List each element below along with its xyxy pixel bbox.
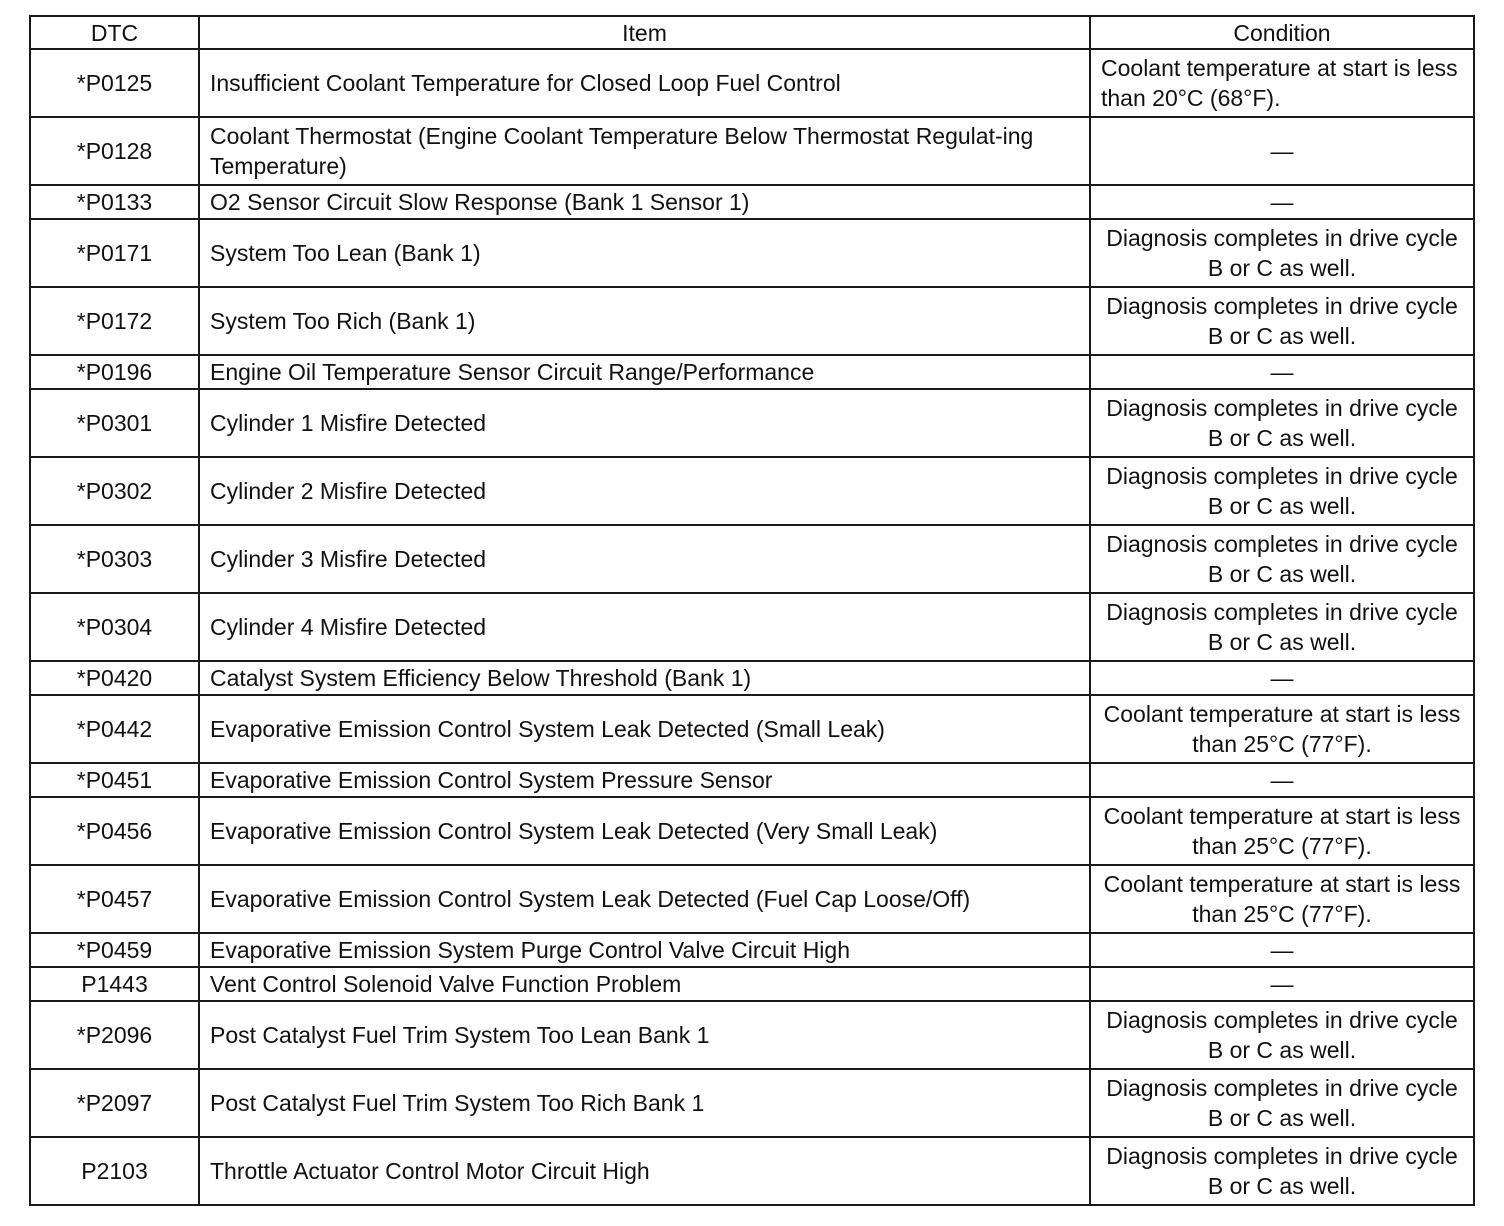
item-description-cell: Cylinder 1 Misfire Detected bbox=[199, 389, 1090, 457]
item-description-cell: Post Catalyst Fuel Trim System Too Rich Bank 1 bbox=[199, 1069, 1090, 1137]
item-description-cell: Vent Control Solenoid Valve Function Problem bbox=[199, 967, 1090, 1001]
dtc-code-cell: *P2096 bbox=[30, 1001, 199, 1069]
dtc-code-cell: *P0128 bbox=[30, 117, 199, 185]
dtc-code-cell: *P0442 bbox=[30, 695, 199, 763]
item-description-cell: Cylinder 3 Misfire Detected bbox=[199, 525, 1090, 593]
item-description-cell: Catalyst System Efficiency Below Threshold (Bank 1) bbox=[199, 661, 1090, 695]
dtc-code-cell: *P0302 bbox=[30, 457, 199, 525]
dtc-code-cell: *P0303 bbox=[30, 525, 199, 593]
item-description-cell: Evaporative Emission Control System Pressure Sensor bbox=[199, 763, 1090, 797]
condition-cell: Diagnosis completes in drive cycle B or C as well. bbox=[1090, 593, 1474, 661]
condition-cell: Diagnosis completes in drive cycle B or C as well. bbox=[1090, 1001, 1474, 1069]
item-description-cell: Evaporative Emission Control System Leak Detected (Small Leak) bbox=[199, 695, 1090, 763]
table-body bbox=[30, 49, 1474, 1205]
condition-cell: Diagnosis completes in drive cycle B or C as well. bbox=[1090, 1069, 1474, 1137]
condition-cell: Diagnosis completes in drive cycle B or C as well. bbox=[1090, 389, 1474, 457]
condition-cell: — bbox=[1090, 355, 1474, 389]
item-description-cell: Evaporative Emission Control System Leak Detected (Fuel Cap Loose/Off) bbox=[199, 865, 1090, 933]
dtc-code-cell: P2103 bbox=[30, 1137, 199, 1205]
table-row bbox=[30, 389, 1474, 457]
table-row bbox=[30, 219, 1474, 287]
table-row bbox=[30, 933, 1474, 967]
dtc-code-cell: *P0133 bbox=[30, 185, 199, 219]
condition-cell: — bbox=[1090, 933, 1474, 967]
condition-cell: Diagnosis completes in drive cycle B or C as well. bbox=[1090, 287, 1474, 355]
condition-cell: Diagnosis completes in drive cycle B or C as well. bbox=[1090, 219, 1474, 287]
condition-cell: — bbox=[1090, 763, 1474, 797]
dtc-code-cell: *P0301 bbox=[30, 389, 199, 457]
dtc-code-cell: *P0456 bbox=[30, 797, 199, 865]
item-description-cell: Cylinder 2 Misfire Detected bbox=[199, 457, 1090, 525]
table-row bbox=[30, 695, 1474, 763]
condition-cell: Diagnosis completes in drive cycle B or C as well. bbox=[1090, 457, 1474, 525]
condition-cell: Diagnosis completes in drive cycle B or C as well. bbox=[1090, 1137, 1474, 1205]
table-row bbox=[30, 525, 1474, 593]
condition-cell: Coolant temperature at start is less than 20°C (68°F). bbox=[1090, 49, 1474, 117]
dtc-code-cell: P1443 bbox=[30, 967, 199, 1001]
table-row bbox=[30, 1137, 1474, 1205]
table-row bbox=[30, 185, 1474, 219]
item-description-cell: Evaporative Emission Control System Leak Detected (Very Small Leak) bbox=[199, 797, 1090, 865]
item-description-cell: Post Catalyst Fuel Trim System Too Lean Bank 1 bbox=[199, 1001, 1090, 1069]
table-row bbox=[30, 661, 1474, 695]
table-row bbox=[30, 355, 1474, 389]
item-description-cell: Evaporative Emission System Purge Control Valve Circuit High bbox=[199, 933, 1090, 967]
table-row bbox=[30, 287, 1474, 355]
table-row bbox=[30, 763, 1474, 797]
item-description-cell: Insufficient Coolant Temperature for Closed Loop Fuel Control bbox=[199, 49, 1090, 117]
dtc-code-cell: *P0451 bbox=[30, 763, 199, 797]
item-description-cell: Coolant Thermostat (Engine Coolant Temperature Below Thermostat Regulat-ing Temperature) bbox=[199, 117, 1090, 185]
item-description-cell: System Too Lean (Bank 1) bbox=[199, 219, 1090, 287]
dtc-table bbox=[29, 15, 1475, 1206]
table-row bbox=[30, 865, 1474, 933]
table-row bbox=[30, 49, 1474, 117]
item-description-cell: O2 Sensor Circuit Slow Response (Bank 1 Sensor 1) bbox=[199, 185, 1090, 219]
dtc-code-cell: *P0420 bbox=[30, 661, 199, 695]
dtc-code-cell: *P0172 bbox=[30, 287, 199, 355]
table-row bbox=[30, 457, 1474, 525]
table-row bbox=[30, 797, 1474, 865]
table-header-row bbox=[30, 16, 1474, 49]
condition-cell: — bbox=[1090, 967, 1474, 1001]
condition-cell: — bbox=[1090, 185, 1474, 219]
dtc-code-cell: *P0171 bbox=[30, 219, 199, 287]
dtc-table-container bbox=[29, 15, 1473, 1206]
column-header-condition: Condition bbox=[1090, 16, 1474, 49]
condition-cell: Diagnosis completes in drive cycle B or C as well. bbox=[1090, 525, 1474, 593]
dtc-code-cell: *P0304 bbox=[30, 593, 199, 661]
table-row bbox=[30, 593, 1474, 661]
item-description-cell: Throttle Actuator Control Motor Circuit High bbox=[199, 1137, 1090, 1205]
dtc-code-cell: *P0459 bbox=[30, 933, 199, 967]
item-description-cell: Engine Oil Temperature Sensor Circuit Range/Performance bbox=[199, 355, 1090, 389]
dtc-code-cell: *P0457 bbox=[30, 865, 199, 933]
condition-cell: — bbox=[1090, 661, 1474, 695]
dtc-code-cell: *P2097 bbox=[30, 1069, 199, 1137]
condition-cell: Coolant temperature at start is less than 25°C (77°F). bbox=[1090, 865, 1474, 933]
column-header-dtc: DTC bbox=[30, 16, 199, 49]
item-description-cell: System Too Rich (Bank 1) bbox=[199, 287, 1090, 355]
item-description-cell: Cylinder 4 Misfire Detected bbox=[199, 593, 1090, 661]
table-row bbox=[30, 1001, 1474, 1069]
column-header-item: Item bbox=[199, 16, 1090, 49]
table-row bbox=[30, 967, 1474, 1001]
dtc-code-cell: *P0125 bbox=[30, 49, 199, 117]
table-row bbox=[30, 117, 1474, 185]
condition-cell: Coolant temperature at start is less than 25°C (77°F). bbox=[1090, 695, 1474, 763]
table-row bbox=[30, 1069, 1474, 1137]
condition-cell: — bbox=[1090, 117, 1474, 185]
dtc-code-cell: *P0196 bbox=[30, 355, 199, 389]
condition-cell: Coolant temperature at start is less than 25°C (77°F). bbox=[1090, 797, 1474, 865]
